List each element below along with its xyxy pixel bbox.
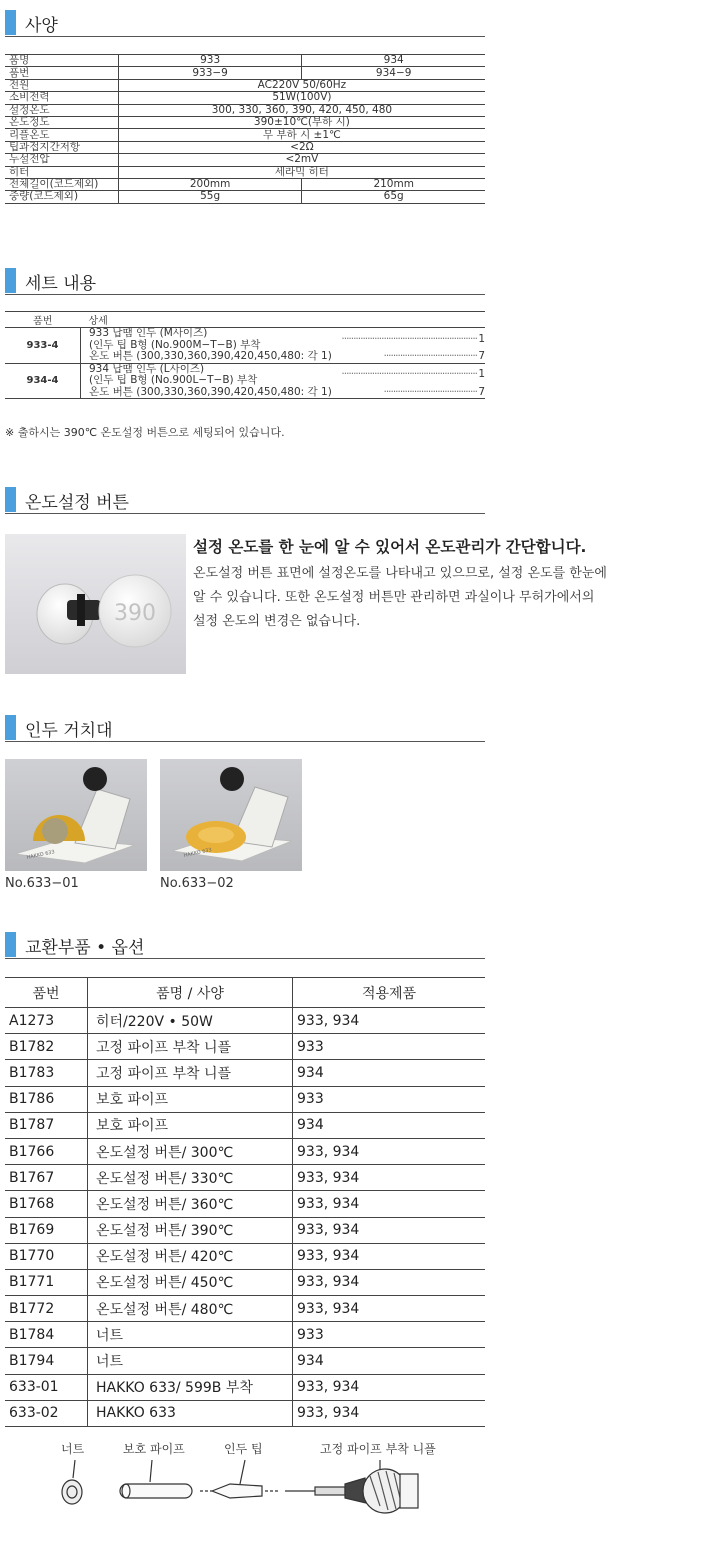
part-product: 933, 934 [293,1191,486,1217]
dot-leader: ·························································· [341,332,477,345]
stand-photo-633-01 [5,759,147,871]
spec-value: 무 부하 시 ±1℃ [118,129,485,141]
set-detail-text: 934 납땜 인두 (L사이즈) [89,362,205,375]
part-product: 933, 934 [293,1296,486,1322]
shipping-note: ※ 출하시는 390℃ 온도설정 버튼으로 세팅되어 있습니다. [5,426,285,439]
part-code: 633-02 [5,1400,88,1426]
parts-row [5,1296,485,1322]
set-detail-text: 온도 버튼 (300,330,360,390,420,450,480: 각 1) [89,350,332,362]
part-name: 온도설정 버튼/ 420℃ [88,1243,293,1269]
part-name: 온도설정 버튼/ 390℃ [88,1217,293,1243]
spec-value: 51W(100V) [118,92,485,104]
spec-row [5,116,485,128]
part-product: 934 [293,1060,486,1086]
part-product: 934 [293,1348,486,1374]
set-table [5,311,485,399]
spec-row [5,154,485,166]
diagram-label-tip: 인두 팁 [224,1442,263,1456]
spec-table [5,54,485,204]
spec-label: 소비전력 [5,92,118,104]
parts-row [5,1243,485,1269]
spec-value-934: 210mm [302,178,485,190]
spec-value: 300, 330, 360, 390, 420, 450, 480 [118,104,485,116]
spec-row [5,178,485,190]
spec-value: AC220V 50/60Hz [118,79,485,91]
spec-label: 품명 [5,55,118,67]
part-name: 고정 파이프 부착 니플 [88,1060,293,1086]
parts-row [5,1217,485,1243]
section-bar [5,932,16,957]
part-name: 온도설정 버튼/ 360℃ [88,1191,293,1217]
set-header-detail: 상세 [81,312,486,328]
part-code: B1766 [5,1138,88,1164]
parts-row [5,1138,485,1164]
set-code: 933-4 [5,328,81,364]
part-name: 온도설정 버튼/ 330℃ [88,1165,293,1191]
parts-row [5,1165,485,1191]
parts-row [5,1008,485,1034]
set-row [5,328,485,364]
section-set-header [5,264,485,295]
part-name: 보호 파이프 [88,1112,293,1138]
stand-brand-mark: HAKKO 633 [26,849,56,861]
parts-exploded-diagram [40,1456,460,1526]
section-spec-header [5,6,485,37]
part-code: B1770 [5,1243,88,1269]
parts-row [5,1374,485,1400]
section-parts-header [5,928,485,959]
button-desc-line: 알 수 있습니다. 또한 온도설정 버튼만 관리하면 과실이나 무허가에서의 [193,590,595,605]
spec-row [5,79,485,91]
temperature-button-photo [5,534,186,674]
spec-row [5,129,485,141]
section-title: 사양 [25,16,58,36]
part-code: A1273 [5,1008,88,1034]
part-name: HAKKO 633 [88,1400,293,1426]
part-product: 933, 934 [293,1400,486,1426]
parts-row [5,1112,485,1138]
spec-label: 중량(코드제외) [5,191,118,203]
diagram-label-protect-pipe: 보호 파이프 [123,1442,185,1456]
part-code: B1786 [5,1086,88,1112]
part-code: B1782 [5,1034,88,1060]
spec-label: 리플온도 [5,129,118,141]
spec-label: 팁과접지간저항 [5,141,118,153]
spec-row [5,166,485,178]
spec-value: 세라믹 히터 [118,166,485,178]
spec-row [5,191,485,203]
spec-value-933: 933−9 [118,67,302,79]
set-quantity: 7 [478,385,485,398]
parts-row [5,1348,485,1374]
spec-label: 설정온도 [5,104,118,116]
spec-value: <2mV [118,154,485,166]
diagram-label-nut: 너트 [61,1442,85,1456]
spec-label: 전원 [5,79,118,91]
parts-header-product: 적용제품 [293,978,486,1008]
spec-row [5,141,485,153]
stand-caption: No.633−02 [160,876,234,891]
part-product: 933 [293,1034,486,1060]
part-product: 933, 934 [293,1217,486,1243]
part-product: 933, 934 [293,1374,486,1400]
section-button-header [5,483,485,514]
set-detail-text: (인두 팁 B형 (No.900L−T−B) 부착 [89,374,258,386]
dot-leader: ·························································· [341,368,477,380]
spec-row [5,92,485,104]
parts-row [5,1034,485,1060]
parts-row [5,1400,485,1426]
set-code: 934-4 [5,363,81,399]
part-code: B1768 [5,1191,88,1217]
parts-table [5,977,485,1427]
section-title: 교환부품 • 옵션 [25,938,145,958]
part-code: B1767 [5,1165,88,1191]
set-detail-text: (인두 팁 B형 (No.900M−T−B) 부착 [89,338,261,351]
part-name: 온도설정 버튼/ 450℃ [88,1269,293,1295]
set-row [5,363,485,399]
set-detail-text: 933 납땜 인두 (M사이즈) [89,327,208,339]
part-code: 633-01 [5,1374,88,1400]
set-detail-line [89,351,485,363]
spec-row [5,104,485,116]
spec-value-934: 934−9 [302,67,485,79]
parts-header-name: 품명 / 사양 [88,978,293,1008]
spec-label: 히터 [5,166,118,178]
part-name: 고정 파이프 부착 니플 [88,1034,293,1060]
stand-photo-633-02 [160,759,302,871]
part-name: 너트 [88,1348,293,1374]
part-code: B1787 [5,1112,88,1138]
part-code: B1784 [5,1322,88,1348]
part-product: 933, 934 [293,1138,486,1164]
part-name: HAKKO 633/ 599B 부착 [88,1374,293,1400]
diagram-label-nipple: 고정 파이프 부착 니플 [320,1442,436,1456]
spec-value-934: 65g [302,191,485,203]
set-quantity: 1 [478,368,485,380]
spec-label: 누설전압 [5,154,118,166]
spec-value: <2Ω [118,141,485,153]
button-desc-line: 온도설정 버튼 표면에 설정온도를 나타내고 있으므로, 설정 온도를 한눈에 [193,566,607,581]
spec-value-934: 934 [302,55,485,67]
set-quantity: 1 [478,332,485,345]
part-code: B1772 [5,1296,88,1322]
set-quantity: 7 [478,350,485,362]
section-bar [5,487,16,512]
spec-value-933: 55g [118,191,302,203]
part-product: 933, 934 [293,1269,486,1295]
part-name: 보호 파이프 [88,1086,293,1112]
part-name: 온도설정 버튼/ 480℃ [88,1296,293,1322]
set-detail-text: 온도 버튼 (300,330,360,390,420,450,480: 각 1) [89,385,332,398]
spec-label: 전체길이(코드제외) [5,178,118,190]
set-header-code: 품번 [5,312,81,328]
set-detail [81,363,486,399]
spec-value-933: 933 [118,55,302,67]
button-desc-line: 설정 온도의 변경은 없습니다. [193,614,361,629]
parts-row [5,1322,485,1348]
part-product: 933 [293,1086,486,1112]
part-name: 온도설정 버튼/ 300℃ [88,1138,293,1164]
parts-row [5,1269,485,1295]
set-detail-line [89,387,485,399]
parts-row [5,1191,485,1217]
button-headline: 설정 온도를 한 눈에 알 수 있어서 온도관리가 간단합니다. [193,538,587,556]
part-code: B1769 [5,1217,88,1243]
set-detail [81,328,486,364]
part-code: B1794 [5,1348,88,1374]
part-product: 934 [293,1112,486,1138]
section-bar [5,268,16,293]
spec-value: 390±10℃(부하 시) [118,116,485,128]
section-bar [5,10,16,35]
part-product: 933, 934 [293,1008,486,1034]
section-stand-header [5,711,485,742]
part-product: 933 [293,1322,486,1348]
part-code: B1771 [5,1269,88,1295]
button-description [193,562,693,634]
stand-caption: No.633−01 [5,876,79,891]
section-bar [5,715,16,740]
section-title: 인두 거치대 [25,721,113,741]
knob-engraving: 390 [114,601,156,626]
parts-header-code: 품번 [5,978,88,1008]
spec-row [5,55,485,67]
part-name: 너트 [88,1322,293,1348]
part-product: 933, 934 [293,1165,486,1191]
dot-leader: ········································ [383,350,477,362]
spec-label: 품번 [5,67,118,79]
part-name: 히터/220V • 50W [88,1008,293,1034]
part-product: 933, 934 [293,1243,486,1269]
spec-label: 온도정도 [5,116,118,128]
part-code: B1783 [5,1060,88,1086]
stand-brand-mark: HAKKO 633 [183,847,213,859]
parts-row [5,1086,485,1112]
section-title: 세트 내용 [25,274,97,294]
section-title: 온도설정 버튼 [25,493,129,513]
parts-row [5,1060,485,1086]
dot-leader: ········································ [383,385,477,398]
spec-row [5,67,485,79]
spec-value-933: 200mm [118,178,302,190]
